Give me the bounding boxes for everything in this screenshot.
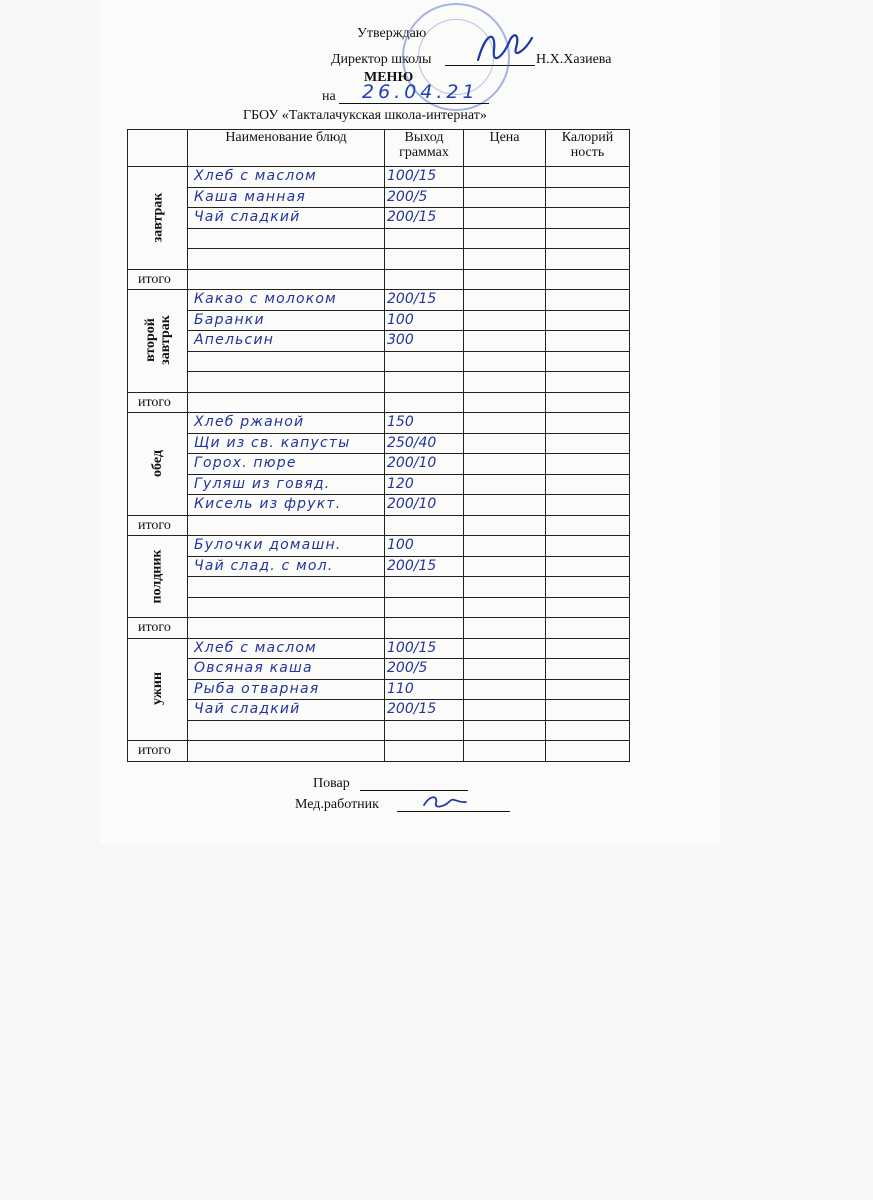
dish-name-cell: Баранки — [188, 310, 385, 331]
total-cell — [385, 269, 464, 290]
cook-signature-line — [360, 790, 468, 791]
total-cell — [546, 392, 630, 413]
price-cell — [464, 720, 546, 741]
menu-table — [127, 129, 630, 762]
table-row — [128, 577, 630, 598]
total-cell — [188, 618, 385, 639]
calories-cell — [546, 413, 630, 434]
total-cell — [546, 618, 630, 639]
meal-label-cell — [128, 638, 188, 741]
price-cell — [464, 167, 546, 188]
header-calories-line: Калорий — [561, 130, 614, 145]
total-row — [128, 618, 630, 639]
director-label: Директор школы — [331, 52, 432, 67]
total-cell — [464, 392, 546, 413]
total-cell — [546, 269, 630, 290]
dish-output-cell — [385, 720, 464, 741]
dish-output-cell — [385, 228, 464, 249]
total-label: итого — [128, 515, 188, 536]
price-cell — [464, 310, 546, 331]
price-cell — [464, 577, 546, 598]
dish-name-cell: Овсяная каша — [188, 659, 385, 680]
date-underline — [339, 103, 489, 104]
total-cell — [464, 269, 546, 290]
dish-name-cell: Щи из св. капусты — [188, 433, 385, 454]
dish-name-cell: Каша манная — [188, 187, 385, 208]
dish-name-cell: Чай слад. с мол. — [188, 556, 385, 577]
price-cell — [464, 187, 546, 208]
menu-title: МЕНЮ — [364, 70, 414, 85]
table-row — [128, 720, 630, 741]
dish-name-cell: Хлеб с маслом — [188, 638, 385, 659]
dish-output-cell: 100/15 — [385, 167, 464, 188]
table-row — [128, 351, 630, 372]
price-cell — [464, 433, 546, 454]
table-row — [128, 167, 630, 188]
header-calories — [546, 130, 630, 167]
calories-cell — [546, 167, 630, 188]
dish-name-cell: Чай сладкий — [188, 700, 385, 721]
dish-output-cell — [385, 249, 464, 270]
header-calories-line: ность — [570, 145, 605, 160]
total-row — [128, 269, 630, 290]
calories-cell — [546, 700, 630, 721]
price-cell — [464, 290, 546, 311]
total-cell — [385, 618, 464, 639]
dish-name-cell: Какао с молоком — [188, 290, 385, 311]
medic-label: Мед.работник — [295, 797, 379, 812]
dish-output-cell: 200/5 — [385, 187, 464, 208]
meal-label — [150, 192, 165, 242]
table-row — [128, 290, 630, 311]
dish-output-cell — [385, 372, 464, 393]
table-row — [128, 638, 630, 659]
table-row — [128, 208, 630, 229]
calories-cell — [546, 577, 630, 598]
meal-label-cell — [128, 413, 188, 516]
total-label: итого — [128, 741, 188, 762]
total-cell — [464, 618, 546, 639]
price-cell — [464, 679, 546, 700]
price-cell — [464, 597, 546, 618]
total-cell — [188, 392, 385, 413]
dish-name-cell: Булочки домашн. — [188, 536, 385, 557]
total-cell — [546, 515, 630, 536]
header-output-line: граммах — [399, 145, 449, 160]
meal-label — [150, 450, 165, 477]
calories-cell — [546, 679, 630, 700]
meal-label-line: обед — [150, 449, 165, 477]
dish-output-cell: 100/15 — [385, 638, 464, 659]
calories-cell — [546, 597, 630, 618]
calories-cell — [546, 556, 630, 577]
price-cell — [464, 413, 546, 434]
dish-name-cell: Хлеб ржаной — [188, 413, 385, 434]
total-cell — [464, 741, 546, 762]
table-row — [128, 433, 630, 454]
price-cell — [464, 556, 546, 577]
price-cell — [464, 228, 546, 249]
dish-name-cell: Хлеб с маслом — [188, 167, 385, 188]
meal-label-line: завтрак — [150, 192, 165, 243]
director-signature — [470, 26, 535, 71]
header-meal-cell — [128, 130, 188, 167]
date-prefix: на — [322, 89, 336, 104]
dish-output-cell: 250/40 — [385, 433, 464, 454]
total-label: итого — [128, 618, 188, 639]
dish-output-cell — [385, 351, 464, 372]
price-cell — [464, 638, 546, 659]
price-cell — [464, 331, 546, 352]
dish-output-cell: 200/15 — [385, 700, 464, 721]
dish-output-cell: 300 — [385, 331, 464, 352]
price-cell — [464, 372, 546, 393]
table-row — [128, 228, 630, 249]
calories-cell — [546, 228, 630, 249]
meal-label-line: полдник — [150, 548, 165, 604]
table-row — [128, 659, 630, 680]
calories-cell — [546, 474, 630, 495]
table-row — [128, 474, 630, 495]
price-cell — [464, 474, 546, 495]
dish-output-cell: 100 — [385, 310, 464, 331]
price-cell — [464, 536, 546, 557]
total-row — [128, 515, 630, 536]
table-row — [128, 700, 630, 721]
price-cell — [464, 249, 546, 270]
total-label: итого — [128, 392, 188, 413]
meal-label — [150, 672, 165, 705]
dish-output-cell: 120 — [385, 474, 464, 495]
table-row — [128, 597, 630, 618]
table-row — [128, 413, 630, 434]
dish-name-cell — [188, 351, 385, 372]
calories-cell — [546, 433, 630, 454]
table-row — [128, 187, 630, 208]
calories-cell — [546, 536, 630, 557]
meal-label-cell — [128, 536, 188, 618]
header-dish-name: Наименование блюд — [188, 130, 385, 167]
header-price: Цена — [464, 130, 546, 167]
dish-output-cell: 150 — [385, 413, 464, 434]
dish-output-cell: 200/15 — [385, 290, 464, 311]
total-row — [128, 741, 630, 762]
total-cell — [385, 392, 464, 413]
calories-cell — [546, 331, 630, 352]
calories-cell — [546, 638, 630, 659]
director-name: Н.Х.Хазиева — [536, 52, 612, 67]
header-output — [385, 130, 464, 167]
price-cell — [464, 454, 546, 475]
price-cell — [464, 351, 546, 372]
approval-label: Утверждаю — [357, 26, 427, 41]
school-name: ГБОУ «Такталачукская школа-интернат» — [243, 108, 487, 123]
total-row — [128, 392, 630, 413]
dish-output-cell — [385, 577, 464, 598]
medic-signature — [420, 793, 470, 813]
dish-name-cell — [188, 577, 385, 598]
table-row — [128, 679, 630, 700]
total-cell — [385, 741, 464, 762]
dish-name-cell: Кисель из фрукт. — [188, 495, 385, 516]
dish-output-cell — [385, 597, 464, 618]
meal-label-cell — [128, 290, 188, 393]
calories-cell — [546, 249, 630, 270]
table-header-row — [128, 130, 630, 167]
table-row — [128, 454, 630, 475]
dish-output-cell: 200/5 — [385, 659, 464, 680]
calories-cell — [546, 351, 630, 372]
dish-name-cell: Апельсин — [188, 331, 385, 352]
dish-name-cell — [188, 249, 385, 270]
calories-cell — [546, 187, 630, 208]
table-row — [128, 372, 630, 393]
calories-cell — [546, 495, 630, 516]
total-label: итого — [128, 269, 188, 290]
dish-name-cell — [188, 720, 385, 741]
meal-label-line: второй — [142, 318, 158, 363]
table-row — [128, 495, 630, 516]
price-cell — [464, 208, 546, 229]
meal-label-line: ужин — [149, 672, 165, 706]
price-cell — [464, 659, 546, 680]
dish-output-cell: 100 — [385, 536, 464, 557]
meal-label — [143, 315, 173, 365]
calories-cell — [546, 372, 630, 393]
calories-cell — [546, 720, 630, 741]
menu-date: 26.04.21 — [362, 81, 479, 103]
header-output-line: Выход — [404, 130, 444, 145]
dish-name-cell — [188, 228, 385, 249]
total-cell — [464, 515, 546, 536]
table-row — [128, 310, 630, 331]
total-cell — [188, 741, 385, 762]
dish-output-cell: 110 — [385, 679, 464, 700]
dish-name-cell — [188, 597, 385, 618]
calories-cell — [546, 208, 630, 229]
dish-output-cell: 200/15 — [385, 556, 464, 577]
dish-output-cell: 200/10 — [385, 454, 464, 475]
dish-name-cell: Горох. пюре — [188, 454, 385, 475]
dish-name-cell: Чай сладкий — [188, 208, 385, 229]
table-row — [128, 556, 630, 577]
table-row — [128, 331, 630, 352]
dish-output-cell: 200/10 — [385, 495, 464, 516]
calories-cell — [546, 659, 630, 680]
calories-cell — [546, 310, 630, 331]
dish-name-cell: Гуляш из говяд. — [188, 474, 385, 495]
calories-cell — [546, 290, 630, 311]
table-row — [128, 249, 630, 270]
price-cell — [464, 495, 546, 516]
table-row — [128, 536, 630, 557]
meal-label-cell — [128, 167, 188, 270]
dish-output-cell: 200/15 — [385, 208, 464, 229]
cook-label: Повар — [313, 776, 350, 791]
total-cell — [188, 515, 385, 536]
price-cell — [464, 700, 546, 721]
meal-label — [150, 549, 165, 603]
total-cell — [385, 515, 464, 536]
calories-cell — [546, 454, 630, 475]
meal-label-line: завтрак — [157, 315, 173, 366]
dish-name-cell: Рыба отварная — [188, 679, 385, 700]
total-cell — [546, 741, 630, 762]
dish-name-cell — [188, 372, 385, 393]
total-cell — [188, 269, 385, 290]
